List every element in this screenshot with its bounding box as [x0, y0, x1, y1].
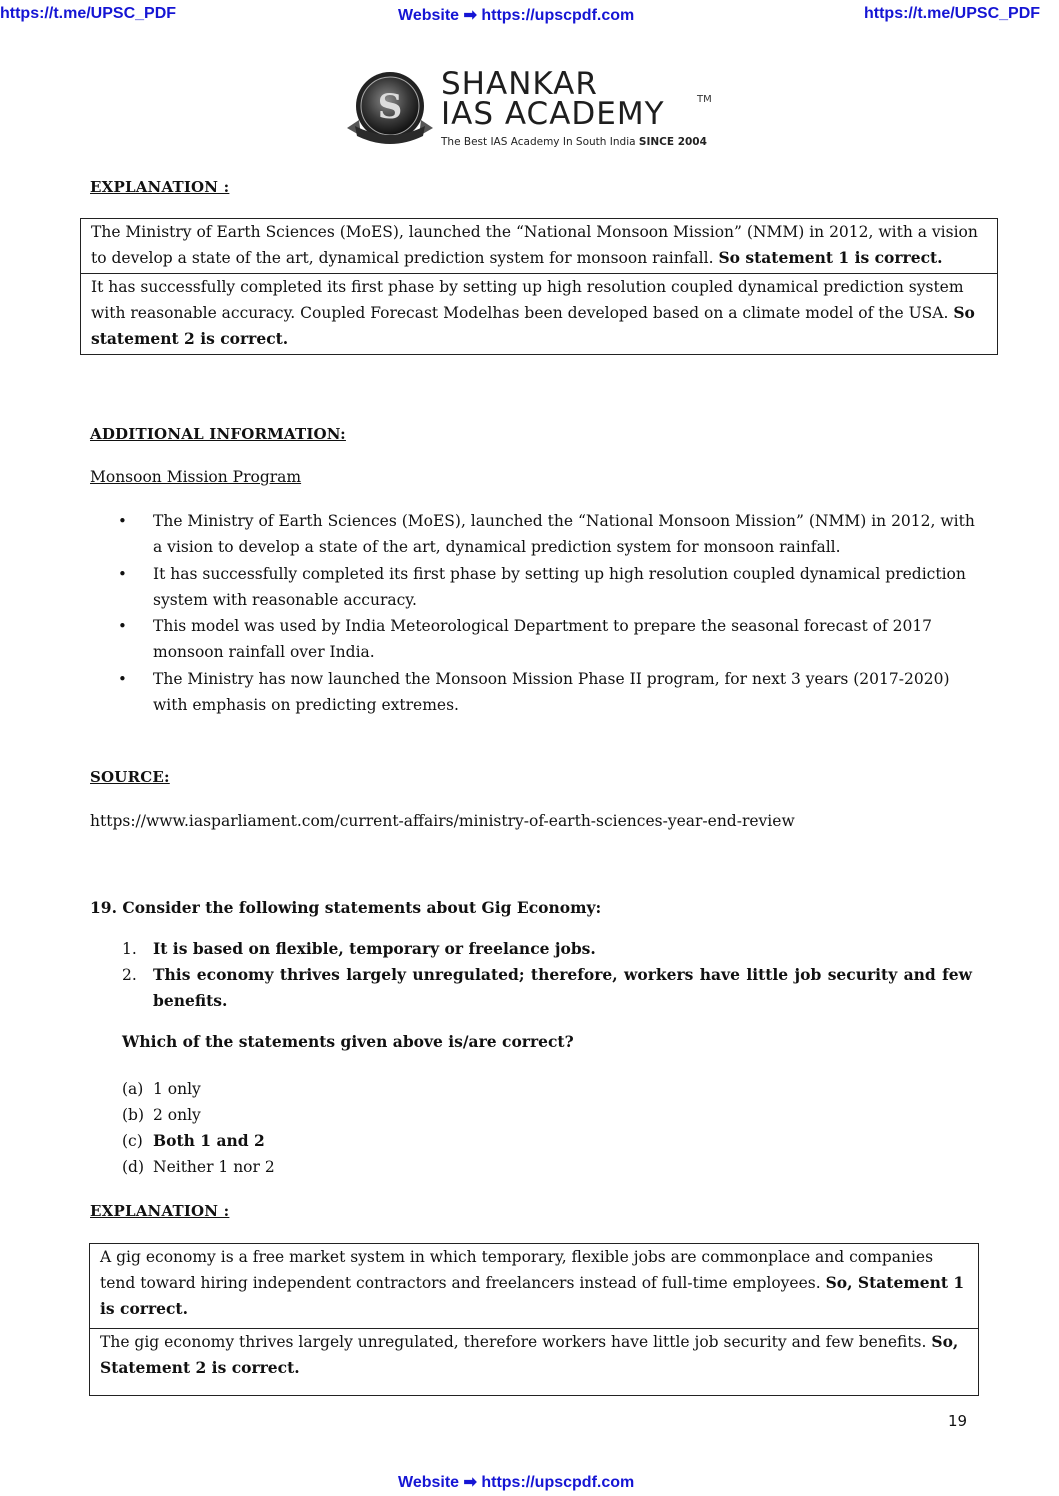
explanation-1-row-1: The Ministry of Earth Sciences (MoES), launched the “National Monsoon Mission” (NMM) in 2012, with a vision to develop a state of the art, dynamical prediction system for monsoon rainfall. So statement 1 is correct.	[91, 223, 978, 267]
question-19-statements	[122, 936, 972, 1014]
logo-tagline: The Best IAS Academy In South India SINCE 2004	[441, 136, 707, 148]
footer-website-link[interactable]: Website ➡ https://upscpdf.com	[398, 1474, 635, 1491]
option-b: (b) 2 only	[122, 1106, 201, 1124]
source-heading: SOURCE:	[90, 768, 170, 786]
explanation-heading-2: EXPLANATION :	[90, 1202, 230, 1220]
option-a: (a) 1 only	[122, 1080, 201, 1098]
list-item: • It has successfully completed its first phase by setting up high resolution coupled dynamical prediction system with reasonable accuracy.	[118, 561, 978, 614]
additional-info-subheading: Monsoon Mission Program	[90, 468, 302, 486]
svg-text:S: S	[377, 87, 403, 127]
header-website-link[interactable]: Website ➡ https://upscpdf.com	[398, 7, 635, 24]
academy-logo	[345, 66, 725, 154]
question-19-ask: Which of the statements given above is/are correct?	[122, 1032, 574, 1051]
page-number: 19	[948, 1412, 968, 1430]
logo-trademark: TM	[697, 94, 712, 105]
list-item: 2. This economy thrives largely unregulated; therefore, workers have little job security and few benefits.	[122, 965, 972, 1010]
header-telegram-link-left[interactable]: https://t.me/UPSC_PDF	[0, 5, 177, 22]
explanation-2-row-2: The gig economy thrives largely unregulated, therefore workers have little job security and few benefits. So, Statement 2 is correct.	[90, 1328, 978, 1395]
academy-seal-icon	[345, 66, 435, 154]
option-c: (c) Both 1 and 2	[122, 1131, 265, 1150]
option-d: (d) Neither 1 nor 2	[122, 1158, 275, 1176]
additional-info-list	[118, 508, 978, 718]
logo-line1: SHANKAR	[441, 66, 598, 102]
explanation-1-row-2: It has successfully completed its first phase by setting up high resolution coupled dynamical prediction system with reasonable accuracy. Coupled Forecast Modelhas been developed based on a climate model of the USA. So statement 2 is correct.	[81, 273, 997, 354]
list-item: • This model was used by India Meteorological Department to prepare the seasonal forecast of 2017 monsoon rainfall over India.	[118, 613, 978, 666]
list-item: • The Ministry of Earth Sciences (MoES), launched the “National Monsoon Mission” (NMM) in 2012, with a vision to develop a state of the art, dynamical prediction system for monsoon rainfall.	[118, 508, 978, 561]
explanation-box-2	[89, 1243, 979, 1396]
explanation-heading-1: EXPLANATION :	[90, 178, 230, 196]
list-item: • The Ministry has now launched the Monsoon Mission Phase II program, for next 3 years (2017-2020) with emphasis on predicting extremes.	[118, 666, 978, 719]
explanation-2-row-1: A gig economy is a free market system in which temporary, flexible jobs are commonplace and companies tend toward hiring independent contractors and freelancers instead of full-time employees. So, Statement 1 is correct.	[100, 1248, 965, 1318]
source-url[interactable]: https://www.iasparliament.com/current-affairs/ministry-of-earth-sciences-year-end-review	[90, 812, 795, 830]
logo-line2: IAS ACADEMY	[441, 96, 665, 132]
question-19-title: 19. Consider the following statements about Gig Economy:	[90, 898, 602, 917]
additional-info-heading: ADDITIONAL INFORMATION:	[90, 425, 346, 443]
question-19-options	[122, 1076, 275, 1180]
header-telegram-link-right[interactable]: https://t.me/UPSC_PDF	[864, 5, 1041, 22]
explanation-box-1	[80, 218, 998, 355]
list-item: 1. It is based on flexible, temporary or freelance jobs.	[122, 939, 596, 958]
